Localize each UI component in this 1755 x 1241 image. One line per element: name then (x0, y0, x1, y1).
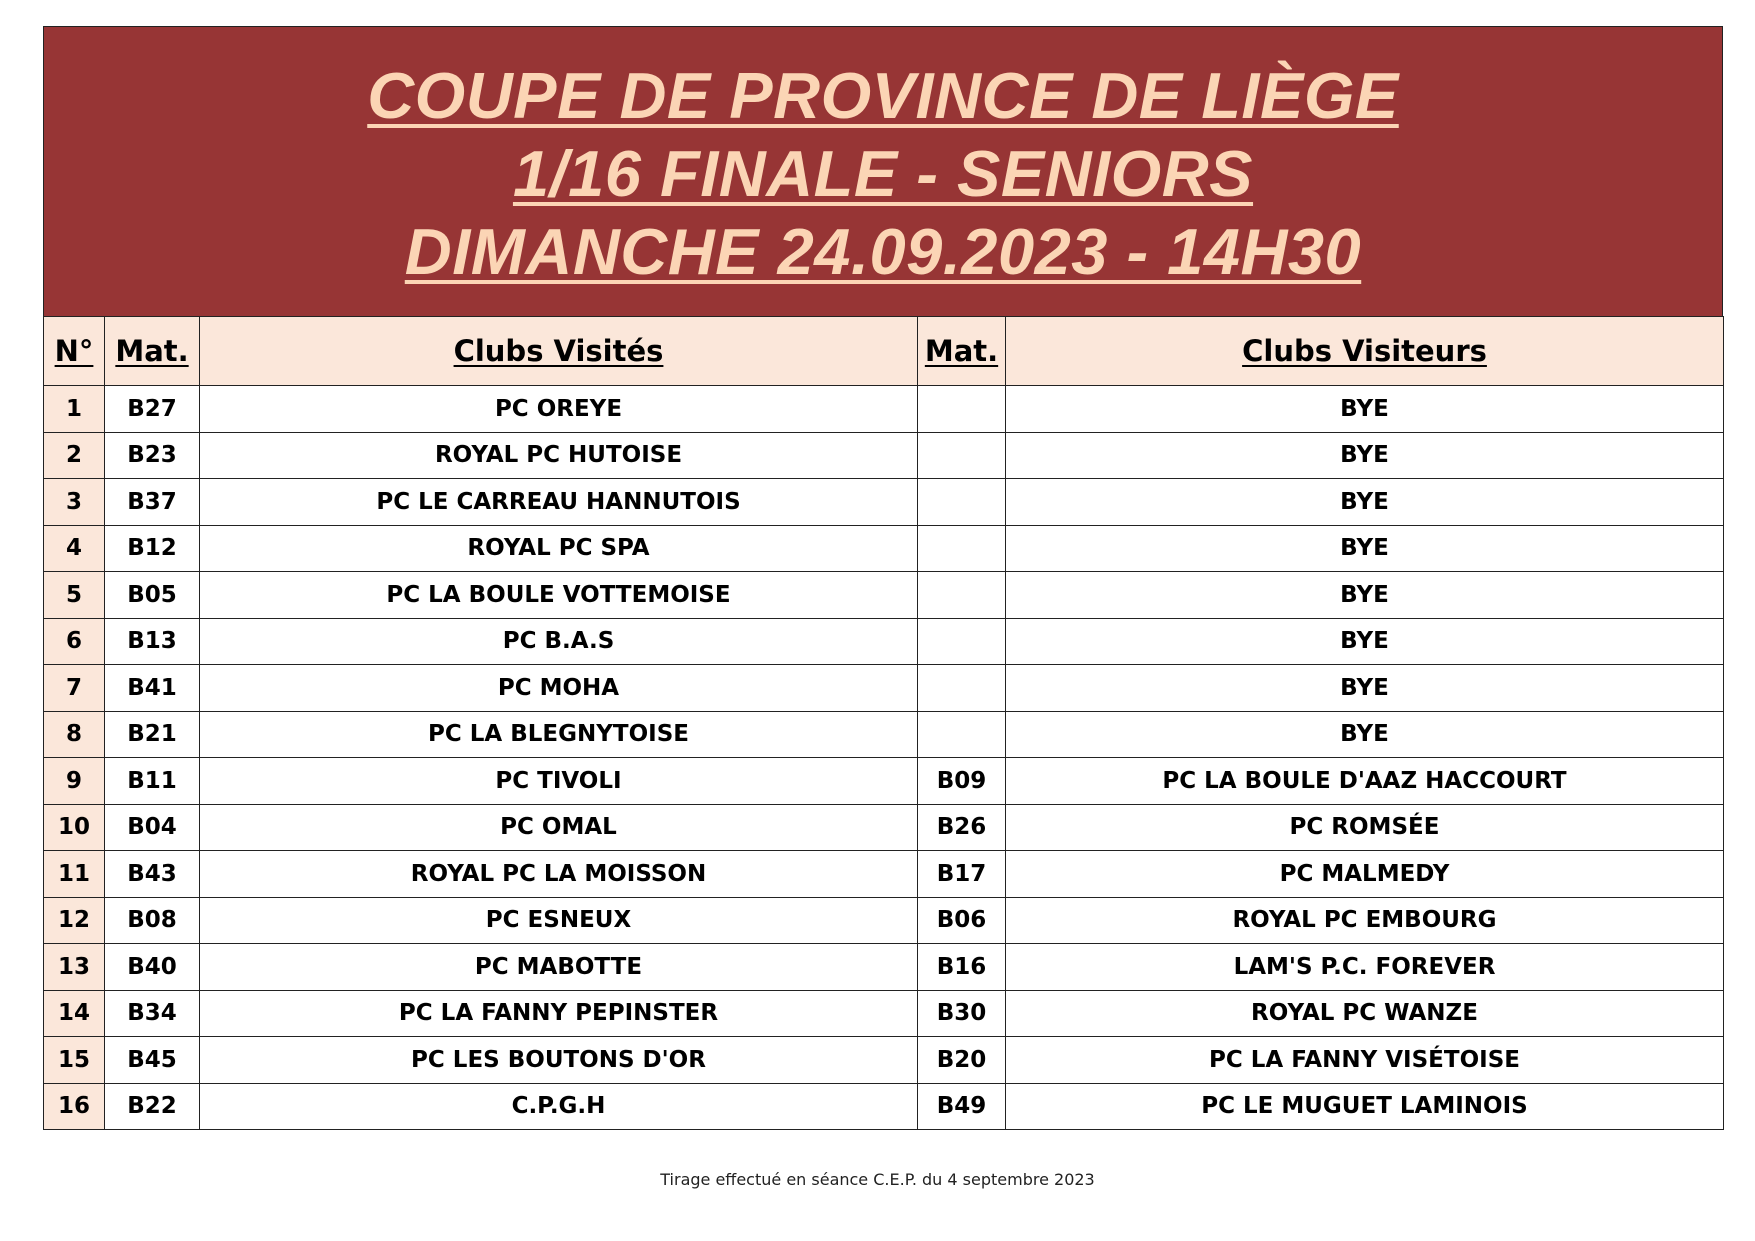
title-line-date: DIMANCHE 24.09.2023 - 14H30 (404, 215, 1362, 288)
match-number: 12 (44, 897, 105, 944)
home-mat-code: B40 (105, 944, 200, 991)
title-line-round: 1/16 FINALE - SENIORS (512, 137, 1254, 210)
match-number: 14 (44, 990, 105, 1037)
match-number: 1 (44, 386, 105, 433)
home-mat-code: B21 (105, 711, 200, 758)
title-banner (43, 26, 1723, 316)
table-row (44, 758, 1724, 805)
table-row (44, 479, 1724, 526)
away-club: PC MALMEDY (1006, 851, 1724, 898)
table-row (44, 897, 1724, 944)
away-mat-code: B26 (918, 804, 1006, 851)
home-mat-code: B08 (105, 897, 200, 944)
away-mat-code (918, 572, 1006, 619)
draw-sheet (43, 26, 1723, 1130)
home-mat-code: B43 (105, 851, 200, 898)
table-row (44, 618, 1724, 665)
home-mat-code: B11 (105, 758, 200, 805)
table-row (44, 990, 1724, 1037)
table-row (44, 711, 1724, 758)
away-club: PC LA BOULE D'AAZ HACCOURT (1006, 758, 1724, 805)
match-number: 9 (44, 758, 105, 805)
table-header-row (44, 317, 1724, 386)
away-mat-code: B06 (918, 897, 1006, 944)
away-mat-code (918, 479, 1006, 526)
home-mat-code: B45 (105, 1037, 200, 1084)
table-row (44, 525, 1724, 572)
table-row (44, 1037, 1724, 1084)
home-club: PC TIVOLI (200, 758, 918, 805)
home-club: PC OREYE (200, 386, 918, 433)
home-club: ROYAL PC HUTOISE (200, 432, 918, 479)
home-mat-code: B37 (105, 479, 200, 526)
table-row (44, 386, 1724, 433)
match-number: 7 (44, 665, 105, 712)
home-club: ROYAL PC SPA (200, 525, 918, 572)
away-mat-code: B17 (918, 851, 1006, 898)
table-row (44, 851, 1724, 898)
table-row (44, 804, 1724, 851)
away-club: PC ROMSÉE (1006, 804, 1724, 851)
table-body (44, 386, 1724, 1130)
home-mat-code: B41 (105, 665, 200, 712)
away-club: BYE (1006, 432, 1724, 479)
draw-table (43, 316, 1724, 1130)
away-club: LAM'S P.C. FOREVER (1006, 944, 1724, 991)
match-number: 13 (44, 944, 105, 991)
column-header-number: N° (44, 317, 105, 386)
away-mat-code (918, 711, 1006, 758)
away-mat-code (918, 665, 1006, 712)
column-header-home-mat: Mat. (105, 317, 200, 386)
match-number: 15 (44, 1037, 105, 1084)
home-club: PC MABOTTE (200, 944, 918, 991)
draw-footnote: Tirage effectué en séance C.E.P. du 4 septembre 2023 (660, 1170, 1095, 1189)
away-club: ROYAL PC EMBOURG (1006, 897, 1724, 944)
away-mat-code (918, 386, 1006, 433)
away-club: BYE (1006, 525, 1724, 572)
title-line-competition: COUPE DE PROVINCE DE LIÈGE (367, 59, 1399, 132)
home-mat-code: B05 (105, 572, 200, 619)
match-number: 8 (44, 711, 105, 758)
match-number: 11 (44, 851, 105, 898)
home-club: PC LE CARREAU HANNUTOIS (200, 479, 918, 526)
match-number: 3 (44, 479, 105, 526)
table-row (44, 572, 1724, 619)
home-club: PC LA BLEGNYTOISE (200, 711, 918, 758)
home-mat-code: B04 (105, 804, 200, 851)
away-club: BYE (1006, 618, 1724, 665)
away-club: BYE (1006, 711, 1724, 758)
match-number: 16 (44, 1083, 105, 1130)
home-club: PC OMAL (200, 804, 918, 851)
home-club: PC LA BOULE VOTTEMOISE (200, 572, 918, 619)
home-mat-code: B23 (105, 432, 200, 479)
away-mat-code (918, 618, 1006, 665)
table-row (44, 665, 1724, 712)
away-club: BYE (1006, 665, 1724, 712)
column-header-home-clubs: Clubs Visités (200, 317, 918, 386)
home-mat-code: B34 (105, 990, 200, 1037)
match-number: 4 (44, 525, 105, 572)
home-club: C.P.G.H (200, 1083, 918, 1130)
column-header-away-clubs: Clubs Visiteurs (1006, 317, 1724, 386)
table-row (44, 1083, 1724, 1130)
home-mat-code: B13 (105, 618, 200, 665)
match-number: 6 (44, 618, 105, 665)
away-club: BYE (1006, 386, 1724, 433)
home-club: PC MOHA (200, 665, 918, 712)
home-club: PC LA FANNY PEPINSTER (200, 990, 918, 1037)
match-number: 2 (44, 432, 105, 479)
home-club: PC ESNEUX (200, 897, 918, 944)
home-club: PC B.A.S (200, 618, 918, 665)
match-number: 5 (44, 572, 105, 619)
away-mat-code: B16 (918, 944, 1006, 991)
home-mat-code: B12 (105, 525, 200, 572)
away-club: ROYAL PC WANZE (1006, 990, 1724, 1037)
away-club: BYE (1006, 572, 1724, 619)
away-mat-code: B20 (918, 1037, 1006, 1084)
away-mat-code: B30 (918, 990, 1006, 1037)
home-mat-code: B27 (105, 386, 200, 433)
table-row (44, 432, 1724, 479)
away-mat-code (918, 525, 1006, 572)
away-mat-code (918, 432, 1006, 479)
home-club: ROYAL PC LA MOISSON (200, 851, 918, 898)
away-club: BYE (1006, 479, 1724, 526)
away-mat-code: B09 (918, 758, 1006, 805)
column-header-away-mat: Mat. (918, 317, 1006, 386)
away-club: PC LA FANNY VISÉTOISE (1006, 1037, 1724, 1084)
match-number: 10 (44, 804, 105, 851)
away-club: PC LE MUGUET LAMINOIS (1006, 1083, 1724, 1130)
home-mat-code: B22 (105, 1083, 200, 1130)
table-row (44, 944, 1724, 991)
away-mat-code: B49 (918, 1083, 1006, 1130)
home-club: PC LES BOUTONS D'OR (200, 1037, 918, 1084)
